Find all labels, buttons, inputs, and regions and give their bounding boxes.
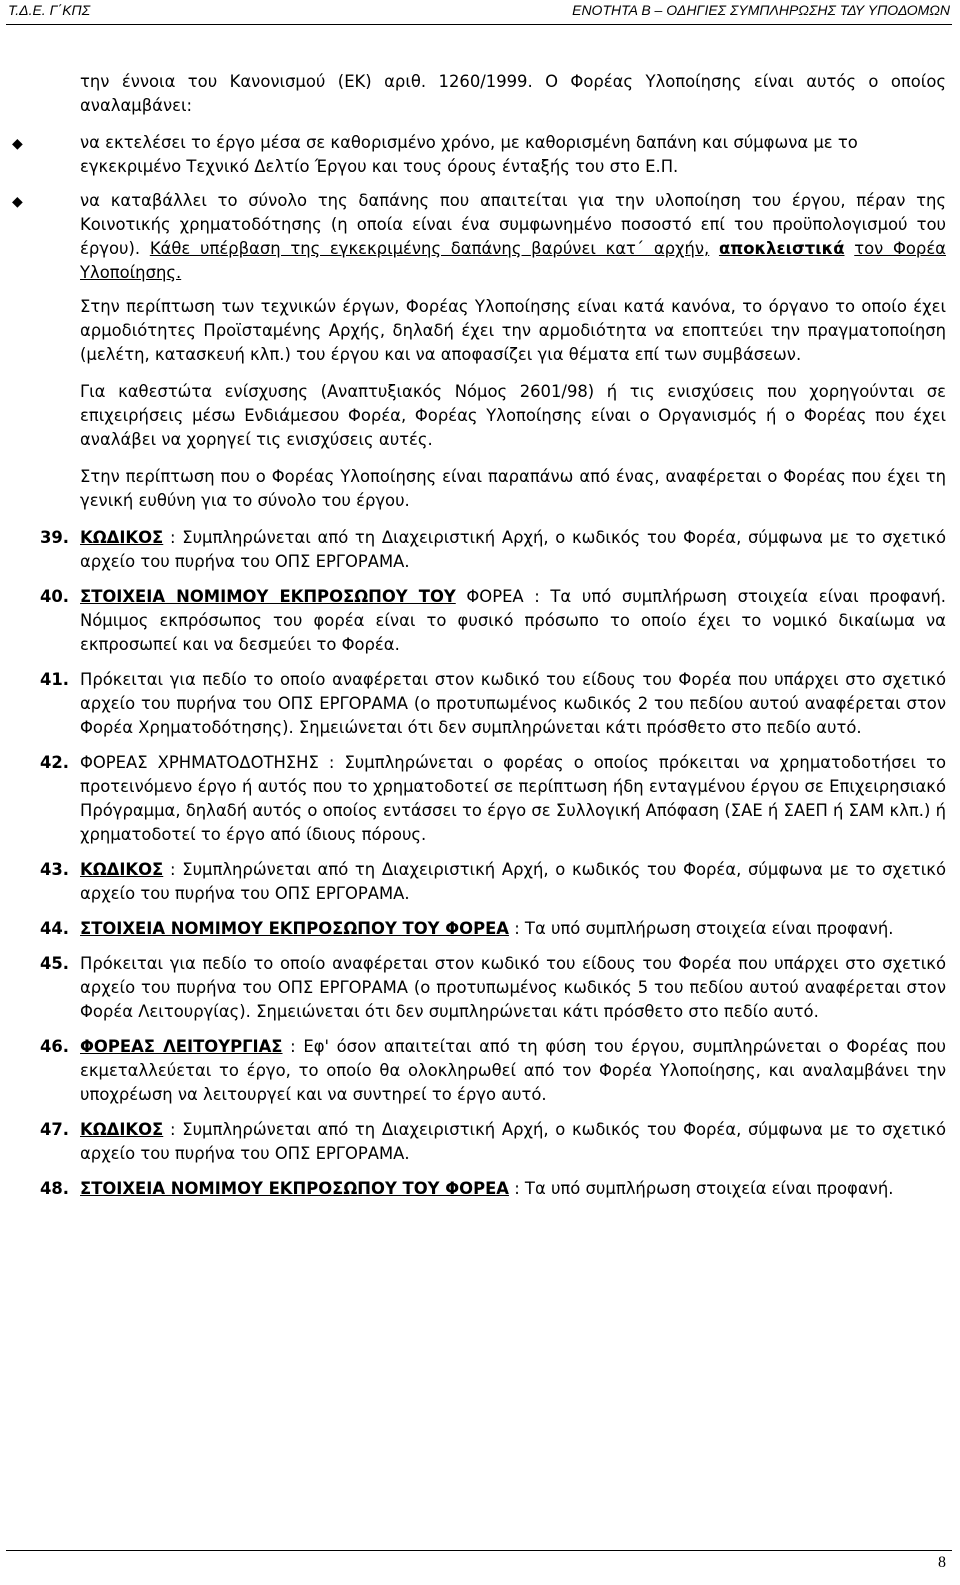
item-title: ΚΩΔΙΚΟΣ [80, 860, 164, 879]
field-item-46 [40, 1035, 946, 1107]
header-left: Τ.Δ.Ε. Γ΄ΚΠΣ [8, 2, 91, 18]
field-item-48 [40, 1177, 946, 1201]
item-title: ΣΤΟΙΧΕΙΑ ΝΟΜΙΜΟΥ ΕΚΠΡΟΣΩΠΟΥ ΤΟΥ ΦΟΡΕΑ [80, 1179, 509, 1198]
underlined-text: Κάθε υπέρβαση της εγκεκριμένης δαπάνης βαρύνει κατ΄ αρχήν, [149, 239, 710, 258]
underlined-text: τον Φορέα Υλοποίησης. [80, 239, 946, 282]
item-number: 47. [40, 1120, 70, 1139]
header-rule [6, 24, 952, 25]
field-item-41 [40, 668, 946, 740]
item-title: ΣΤΟΙΧΕΙΑ ΝΟΜΙΜΟΥ ΕΚΠΡΟΣΩΠΟΥ ΤΟΥ ΦΟΡΕΑ [80, 919, 509, 938]
underlined-bold-text: αποκλειστικά [718, 239, 845, 258]
item-number: 46. [40, 1037, 70, 1056]
page-header [0, 0, 960, 40]
list-item [12, 131, 946, 179]
item-text: ΦΟΡΕΑΣ ΧΡΗΜΑΤΟΔΟΤΗΣΗΣ : Συμπληρώνεται ο φορέας ο οποίος πρόκειται να χρηματοδοτήσει το προτεινόμενο έργο ή αυτός που το χρηματοδοτεί σε περίπτωση ήδη ενταγμένου έργου σε Επιχειρησιακό Πρόγραμμα, δηλαδή αυτός ο οποίος εντάσσει το έργο σε Συλλογική Απόφαση (ΣΑΕ ή ΣΑΕΠ ή ΣΑΜ κλπ.) ή χρηματοδοτεί το έργο από ίδιους πόρους. [80, 753, 946, 844]
item-text: Πρόκειται για πεδίο το οποίο αναφέρεται στον κωδικό του είδους του Φορέα που υπάρχει στο σχετικό αρχείο του πυρήνα του ΟΠΣ ΕΡΓΟΡΑΜΑ (ο προτυπωμένος κωδικός 2 του πεδίου αυτού αναφέρεται στον Φορέα Χρηματοδότησης). Σημειώνεται ότι δεν συμπληρώνεται κάτι πρόσθετο στο πεδίο αυτό. [80, 670, 946, 737]
bullet-text: να εκτελέσει το έργο μέσα σε καθορισμένο χρόνο, με καθορισμένη δαπάνη και σύμφωνα με το εγκεκριμένο Τεχνικό Δελτίο Έργου και τους όρους ένταξής του στο Ε.Π. [80, 133, 858, 176]
list-item [12, 189, 946, 285]
diamond-bullet-icon: ◆ [12, 194, 23, 210]
field-item-39 [40, 526, 946, 574]
field-item-45 [40, 952, 946, 1024]
item-title: ΚΩΔΙΚΟΣ [80, 1120, 164, 1139]
item-text: : Εφ' όσον απαιτείται από τη φύση του έργου, συμπληρώνεται ο Φορέας που εκμεταλλεύεται το έργο, το οποίο θα ολοκληρωθεί από τον Φορέα Υλοποίησης, και αναλαμβάνει την υποχρέωση να λειτουργεί και να συντηρεί το έργο αυτό. [80, 1037, 946, 1104]
field-item-40 [40, 585, 946, 657]
paragraph: Στην περίπτωση που ο Φορέας Υλοποίησης είναι παραπάνω από ένας, αναφέρεται ο Φορέας που έχει τη γενική ευθύνη για το σύνολο του έργου. [80, 467, 946, 510]
field-item-42 [40, 751, 946, 847]
item-text: ΦΟΡΕΑ : Τα υπό συμπλήρωση στοιχεία είναι προφανή. Νόμιμος εκπρόσωπος του φορέα είναι το φυσικό πρόσωπο το οποίο έχει το νομικό δικαίωμα να εκπροσωπεί και να δεσμεύει το Φορέα. [80, 587, 946, 654]
bullet-text: να καταβάλλει το σύνολο της δαπάνης που απαιτείται για την υλοποίηση του έργου, πέραν της Κοινοτικής χρηματοδότησης (η οποία είναι ένα συμφωνημένο ποσοστό επί του προϋπολογισμού του έργου). [80, 191, 946, 258]
item-number: 48. [40, 1179, 70, 1198]
intro-paragraph: την έννοια του Κανονισμού (ΕΚ) αριθ. 1260/1999. Ο Φορέας Υλοποίησης είναι αυτός ο οποίος αναλαμβάνει: [80, 72, 946, 115]
item-text: : Τα υπό συμπλήρωση στοιχεία είναι προφανή. [508, 919, 894, 938]
item-title: ΣΤΟΙΧΕΙΑ ΝΟΜΙΜΟΥ ΕΚΠΡΟΣΩΠΟΥ ΤΟΥ [80, 587, 456, 606]
item-title: ΦΟΡΕΑΣ ΛΕΙΤΟΥΡΓΙΑΣ [80, 1037, 283, 1056]
document-body [12, 70, 946, 1212]
paragraph: Στην περίπτωση των τεχνικών έργων, Φορέας Υλοποίησης είναι κατά κανόνα, το όργανο το οποίο έχει αρμοδιότητες Προϊσταμένης Αρχής, δηλαδή έχει την αρμοδιότητα να εποπτεύει την πραγματοποίηση (μελέτη, κατασκευή κλπ.) του έργου και να αποφασίζει για θέματα επί των συμβάσεων. [80, 297, 946, 364]
page-number: 8 [938, 1554, 946, 1571]
diamond-bullet-icon: ◆ [12, 136, 23, 152]
footer-rule [6, 1550, 952, 1551]
item-number: 41. [40, 670, 70, 689]
item-text: Πρόκειται για πεδίο το οποίο αναφέρεται στον κωδικό του είδους του Φορέα που υπάρχει στο σχετικό αρχείο του πυρήνα του ΟΠΣ ΕΡΓΟΡΑΜΑ (ο προτυπωμένος κωδικός 5 του πεδίου αυτού αναφέρεται στον Φορέα Λειτουργίας). Σημειώνεται ότι δεν συμπληρώνεται κάτι πρόσθετο στο πεδίο αυτό. [80, 954, 946, 1021]
field-item-47 [40, 1118, 946, 1166]
paragraph: Για καθεστώτα ενίσχυσης (Αναπτυξιακός Νόμος 2601/98) ή τις ενισχύσεις που χορηγούνται σε επιχειρήσεις μέσω Ενδιάμεσου Φορέα, Φορέας Υλοποίησης είναι ο Οργανισμός ή ο Φορέας που έχει αναλάβει να χορηγεί τις ενισχύσεις αυτές. [80, 382, 946, 449]
item-text: : Συμπληρώνεται από τη Διαχειριστική Αρχή, ο κωδικός του Φορέα, σύμφωνα με το σχετικό αρχείο του πυρήνα του ΟΠΣ ΕΡΓΟΡΑΜΑ. [80, 860, 946, 903]
item-number: 40. [40, 587, 70, 606]
item-number: 44. [40, 919, 70, 938]
header-right: ΕΝΟΤΗΤΑ Β – ΟΔΗΓΙΕΣ ΣΥΜΠΛΗΡΩΣΗΣ ΤΔΥ ΥΠΟΔΟΜΩΝ [572, 2, 950, 18]
item-text: : Συμπληρώνεται από τη Διαχειριστική Αρχή, ο κωδικός του Φορέα, σύμφωνα με το σχετικό αρχείο του πυρήνα του ΟΠΣ ΕΡΓΟΡΑΜΑ. [80, 528, 946, 571]
item-number: 39. [40, 528, 70, 547]
field-item-43 [40, 858, 946, 906]
item-text: : Τα υπό συμπλήρωση στοιχεία είναι προφανή. [508, 1179, 894, 1198]
item-title: ΚΩΔΙΚΟΣ [80, 528, 164, 547]
item-text: : Συμπληρώνεται από τη Διαχειριστική Αρχή, ο κωδικός του Φορέα, σύμφωνα με το σχετικό αρχείο του πυρήνα του ΟΠΣ ΕΡΓΟΡΑΜΑ. [80, 1120, 946, 1163]
item-number: 42. [40, 753, 70, 772]
item-number: 43. [40, 860, 70, 879]
field-item-44 [40, 917, 946, 941]
item-number: 45. [40, 954, 70, 973]
